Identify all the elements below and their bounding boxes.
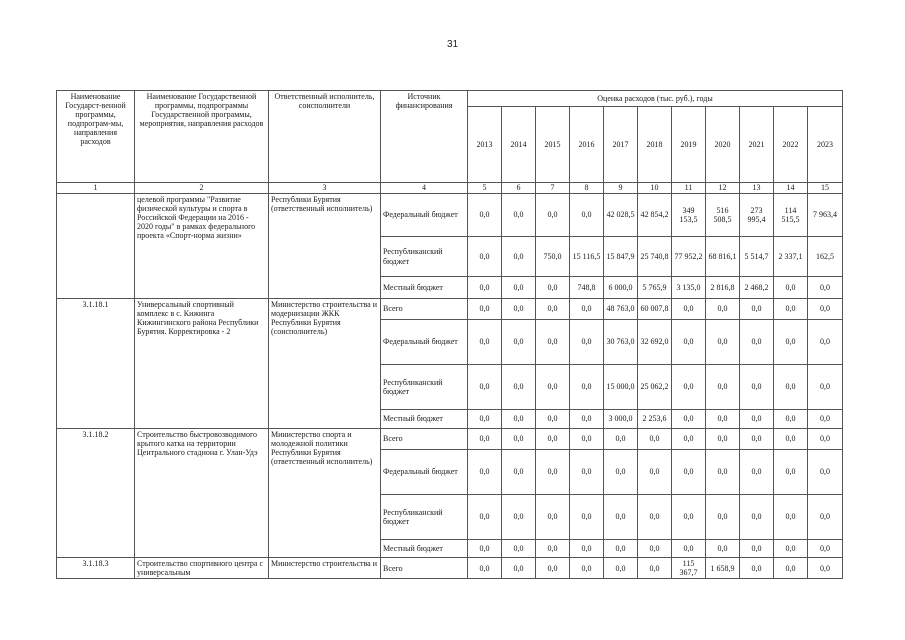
expense-value: 0,0 — [740, 410, 774, 429]
expense-value: 0,0 — [468, 194, 502, 237]
expense-value: 0,0 — [808, 429, 843, 450]
expense-value: 0,0 — [706, 365, 740, 410]
budget-table — [56, 90, 843, 579]
expense-value: 0,0 — [502, 365, 536, 410]
expense-value: 0,0 — [536, 299, 570, 320]
expense-value: 2 337,1 — [774, 237, 808, 277]
expense-value: 0,0 — [808, 450, 843, 495]
expense-value: 0,0 — [536, 194, 570, 237]
expense-value: 0,0 — [706, 320, 740, 365]
expense-value: 0,0 — [774, 450, 808, 495]
expense-value: 0,0 — [808, 320, 843, 365]
expense-value: 0,0 — [536, 495, 570, 540]
column-number: 15 — [808, 183, 843, 194]
expense-value: 0,0 — [808, 495, 843, 540]
header-year-2017: 2017 — [604, 107, 638, 183]
expense-value: 0,0 — [502, 558, 536, 579]
expense-value: 0,0 — [774, 365, 808, 410]
expense-value: 0,0 — [502, 540, 536, 558]
expense-value: 114 515,5 — [774, 194, 808, 237]
expense-value: 0,0 — [502, 299, 536, 320]
expense-value: 7 963,4 — [808, 194, 843, 237]
event-name: Универсальный спортивный комплекс в с. Кижинга Кижингинского района Республики Бурятия. Корректировка - 2 — [135, 299, 269, 429]
table-body — [57, 91, 843, 579]
funding-source: Всего — [381, 429, 468, 450]
column-number: 3 — [269, 183, 381, 194]
expense-value: 0,0 — [774, 277, 808, 299]
expense-value: 2 253,6 — [638, 410, 672, 429]
header-year-2021: 2021 — [740, 107, 774, 183]
expense-value: 0,0 — [740, 320, 774, 365]
executor: Республики Бурятия (ответственный исполнитель) — [269, 194, 381, 299]
expense-value: 42 028,5 — [604, 194, 638, 237]
expense-value: 0,0 — [808, 410, 843, 429]
funding-source: Федеральный бюджет — [381, 194, 468, 237]
expense-value: 0,0 — [468, 540, 502, 558]
expense-value: 0,0 — [740, 558, 774, 579]
header-year-2016: 2016 — [570, 107, 604, 183]
program-code: 3.1.18.3 — [57, 558, 135, 579]
program-code: 3.1.18.1 — [57, 299, 135, 429]
expense-value: 0,0 — [740, 495, 774, 540]
funding-source: Федеральный бюджет — [381, 450, 468, 495]
expense-value: 0,0 — [740, 540, 774, 558]
table-row — [57, 429, 843, 450]
expense-value: 0,0 — [570, 320, 604, 365]
expense-value: 0,0 — [502, 429, 536, 450]
expense-value: 0,0 — [672, 540, 706, 558]
expense-value: 0,0 — [468, 365, 502, 410]
header-year-2014: 2014 — [502, 107, 536, 183]
expense-value: 0,0 — [468, 495, 502, 540]
expense-value: 0,0 — [468, 320, 502, 365]
expense-value: 0,0 — [808, 540, 843, 558]
funding-source: Республиканский бюджет — [381, 365, 468, 410]
expense-value: 1 658,9 — [706, 558, 740, 579]
expense-value: 15 000,0 — [604, 365, 638, 410]
executor: Министерство строительства и — [269, 558, 381, 579]
header-year-2013: 2013 — [468, 107, 502, 183]
expense-value: 0,0 — [706, 429, 740, 450]
expense-value: 0,0 — [808, 365, 843, 410]
executor: Министерство спорта и молодежной политики Республики Бурятия (ответственный исполнитель) — [269, 429, 381, 558]
expense-value: 0,0 — [706, 410, 740, 429]
expense-value: 0,0 — [604, 450, 638, 495]
expense-value: 0,0 — [536, 365, 570, 410]
expense-value: 77 952,2 — [672, 237, 706, 277]
expense-value: 0,0 — [502, 410, 536, 429]
expense-value: 0,0 — [468, 558, 502, 579]
expense-value: 32 692,0 — [638, 320, 672, 365]
table-row — [57, 558, 843, 579]
table-row — [57, 194, 843, 237]
expense-value: 30 763,0 — [604, 320, 638, 365]
column-number-row — [57, 183, 843, 194]
expense-value: 0,0 — [502, 320, 536, 365]
expense-value: 3 000,0 — [604, 410, 638, 429]
expense-value: 0,0 — [536, 558, 570, 579]
expense-value: 0,0 — [604, 558, 638, 579]
expense-value: 0,0 — [570, 558, 604, 579]
expense-value: 273 995,4 — [740, 194, 774, 237]
funding-source: Местный бюджет — [381, 277, 468, 299]
event-name: Строительство быстровозводимого крытого катка на территории Центрального стадиона г. Улан-Удэ — [135, 429, 269, 558]
expense-value: 0,0 — [536, 277, 570, 299]
header-row-top — [57, 91, 843, 107]
expense-value: 0,0 — [468, 237, 502, 277]
expense-value: 6 000,0 — [604, 277, 638, 299]
expense-value: 0,0 — [570, 429, 604, 450]
column-number: 4 — [381, 183, 468, 194]
expense-value: 5 514,7 — [740, 237, 774, 277]
column-number: 7 — [536, 183, 570, 194]
program-code — [57, 194, 135, 299]
column-number: 12 — [706, 183, 740, 194]
expense-value: 0,0 — [740, 299, 774, 320]
expense-value: 0,0 — [468, 299, 502, 320]
expense-value: 42 854,2 — [638, 194, 672, 237]
column-number: 14 — [774, 183, 808, 194]
page-number: 31 — [446, 39, 459, 50]
expense-value: 748,8 — [570, 277, 604, 299]
header-executor: Ответственный исполнитель, соисполнители — [269, 91, 381, 183]
expense-value: 0,0 — [502, 194, 536, 237]
funding-source: Федеральный бюджет — [381, 320, 468, 365]
expense-value: 0,0 — [672, 450, 706, 495]
expense-value: 0,0 — [638, 495, 672, 540]
expense-value: 0,0 — [706, 540, 740, 558]
expense-value: 0,0 — [502, 237, 536, 277]
expense-value: 0,0 — [604, 495, 638, 540]
expense-value: 0,0 — [808, 277, 843, 299]
header-year-2020: 2020 — [706, 107, 740, 183]
expense-value: 0,0 — [570, 194, 604, 237]
expense-value: 0,0 — [570, 410, 604, 429]
expense-value: 0,0 — [570, 450, 604, 495]
expense-value: 0,0 — [672, 495, 706, 540]
column-number: 5 — [468, 183, 502, 194]
expense-value: 0,0 — [672, 365, 706, 410]
expense-value: 48 763,0 — [604, 299, 638, 320]
expense-value: 0,0 — [638, 429, 672, 450]
funding-source: Местный бюджет — [381, 540, 468, 558]
expense-value: 0,0 — [536, 540, 570, 558]
expense-value: 2 468,2 — [740, 277, 774, 299]
expense-value: 0,0 — [774, 429, 808, 450]
expense-value: 0,0 — [672, 410, 706, 429]
expense-value: 0,0 — [638, 540, 672, 558]
expense-value: 0,0 — [604, 540, 638, 558]
expense-value: 0,0 — [468, 277, 502, 299]
expense-value: 15 116,5 — [570, 237, 604, 277]
expense-value: 0,0 — [536, 429, 570, 450]
expense-value: 0,0 — [774, 558, 808, 579]
expense-value: 0,0 — [638, 450, 672, 495]
funding-source: Республиканский бюджет — [381, 495, 468, 540]
expense-value: 0,0 — [706, 450, 740, 495]
expense-value: 0,0 — [672, 320, 706, 365]
funding-source: Всего — [381, 299, 468, 320]
expense-value: 0,0 — [672, 299, 706, 320]
expense-value: 0,0 — [468, 429, 502, 450]
header-year-2019: 2019 — [672, 107, 706, 183]
header-year-2015: 2015 — [536, 107, 570, 183]
expense-value: 750,0 — [536, 237, 570, 277]
expense-value: 0,0 — [536, 450, 570, 495]
header-event-name: Наименование Государственной программы, подпрограммы Государственной программы, мероприятия, направления расходов — [135, 91, 269, 183]
funding-source: Республиканский бюджет — [381, 237, 468, 277]
column-number: 8 — [570, 183, 604, 194]
expense-value: 0,0 — [502, 277, 536, 299]
header-expense-group: Оценка расходов (тыс. руб.), годы — [468, 91, 843, 107]
expense-value: 0,0 — [638, 558, 672, 579]
column-number: 11 — [672, 183, 706, 194]
expense-value: 0,0 — [570, 540, 604, 558]
column-number: 2 — [135, 183, 269, 194]
expense-value: 0,0 — [774, 299, 808, 320]
expense-value: 0,0 — [468, 410, 502, 429]
expense-value: 0,0 — [536, 410, 570, 429]
expense-value: 162,5 — [808, 237, 843, 277]
expense-value: 516 508,5 — [706, 194, 740, 237]
expense-value: 349 153,5 — [672, 194, 706, 237]
table-row — [57, 299, 843, 320]
expense-value: 68 816,1 — [706, 237, 740, 277]
event-name: Строительство спортивного центра с универсальным — [135, 558, 269, 579]
column-number: 13 — [740, 183, 774, 194]
expense-value: 0,0 — [774, 320, 808, 365]
expense-value: 0,0 — [706, 495, 740, 540]
column-number: 9 — [604, 183, 638, 194]
header-year-2023: 2023 — [808, 107, 843, 183]
expense-value: 0,0 — [570, 365, 604, 410]
header-program-name: Наименование Государст-венной программы, подпрограм-мы, направления расходов — [57, 91, 135, 183]
header-year-2022: 2022 — [774, 107, 808, 183]
expense-value: 0,0 — [502, 450, 536, 495]
column-number: 1 — [57, 183, 135, 194]
expense-value: 0,0 — [604, 429, 638, 450]
expense-value: 25 740,8 — [638, 237, 672, 277]
executor: Министерство строительства и модернизации ЖКК Республики Бурятия (соисполнитель) — [269, 299, 381, 429]
expense-value: 60 007,8 — [638, 299, 672, 320]
expense-value: 0,0 — [570, 299, 604, 320]
expense-value: 0,0 — [706, 299, 740, 320]
expense-value: 0,0 — [468, 450, 502, 495]
expense-value: 0,0 — [672, 429, 706, 450]
program-code: 3.1.18.2 — [57, 429, 135, 558]
expense-value: 0,0 — [740, 365, 774, 410]
header-year-2018: 2018 — [638, 107, 672, 183]
expense-value: 0,0 — [774, 410, 808, 429]
funding-source: Всего — [381, 558, 468, 579]
expense-value: 0,0 — [740, 450, 774, 495]
expense-value: 0,0 — [740, 429, 774, 450]
expense-value: 0,0 — [502, 495, 536, 540]
event-name: целевой программы "Развитие физической культуры и спорта в Российской Федерации на 2016 - 2020 годы" в рамках федерального проекта «Спорт-норма жизни» — [135, 194, 269, 299]
expense-value: 25 062,2 — [638, 365, 672, 410]
expense-value: 3 135,0 — [672, 277, 706, 299]
expense-value: 15 847,9 — [604, 237, 638, 277]
expense-value: 0,0 — [808, 558, 843, 579]
expense-value: 0,0 — [536, 320, 570, 365]
expense-value: 0,0 — [774, 495, 808, 540]
expense-value: 0,0 — [570, 495, 604, 540]
expense-value: 0,0 — [774, 540, 808, 558]
column-number: 6 — [502, 183, 536, 194]
expense-value: 5 765,9 — [638, 277, 672, 299]
expense-value: 2 816,8 — [706, 277, 740, 299]
column-number: 10 — [638, 183, 672, 194]
expense-value: 0,0 — [808, 299, 843, 320]
header-funding-source: Источник финансирования — [381, 91, 468, 183]
expense-value: 115 367,7 — [672, 558, 706, 579]
funding-source: Местный бюджет — [381, 410, 468, 429]
